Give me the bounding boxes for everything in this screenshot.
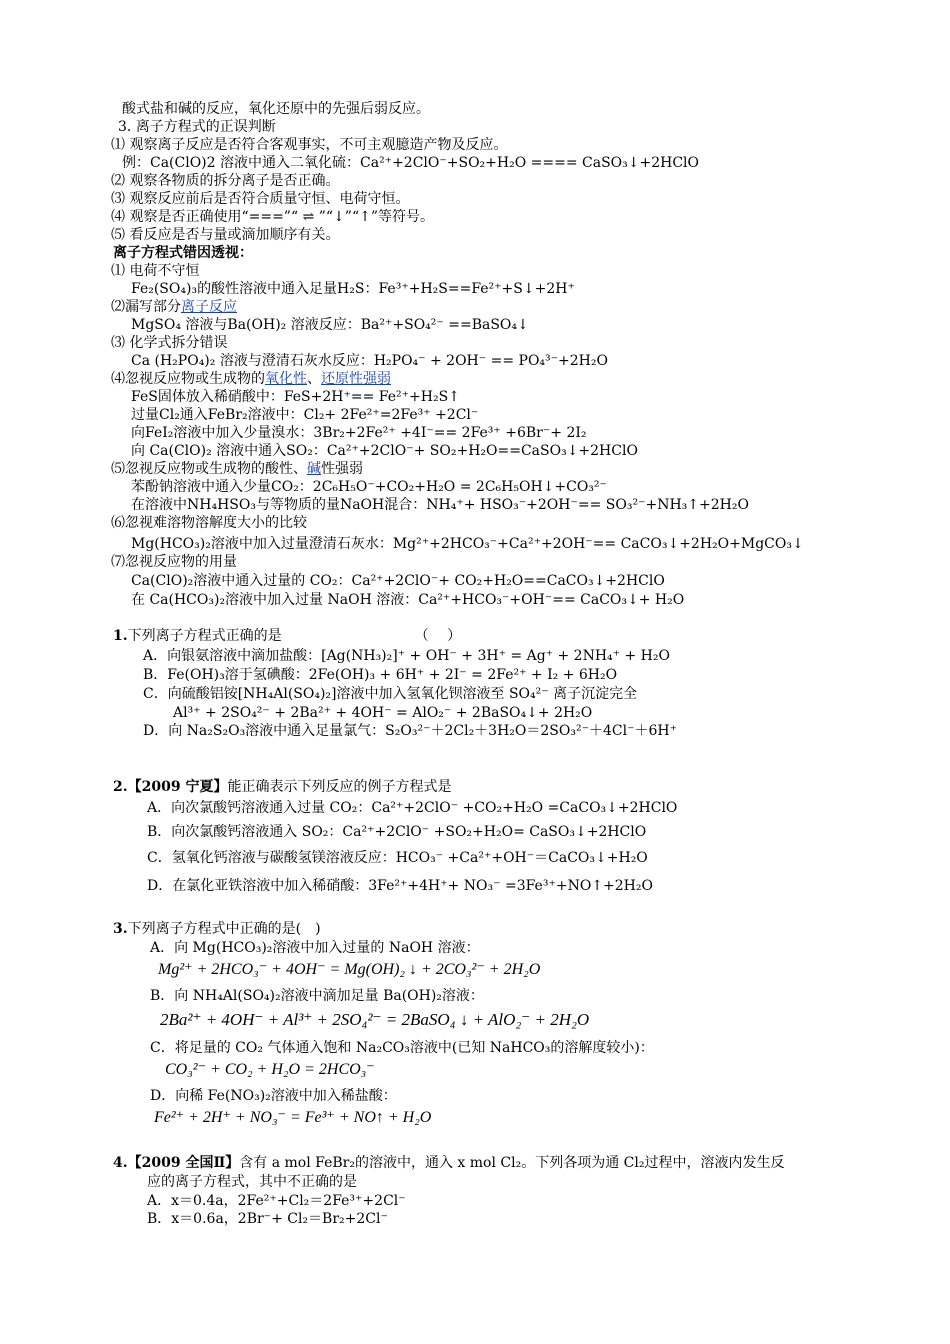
q3-equation-c: CO₃²⁻ + CO₂ + H₂O = 2HCO₃⁻ <box>165 1061 375 1078</box>
q2-option-c: C．氢氧化钙溶液与碳酸氢镁溶液反应：HCO₃⁻ +Ca²⁺+OH⁻＝CaCO₃↓+H₂O <box>147 850 648 866</box>
q1-option-b: B．Fe(OH)₃溶于氢碘酸：2Fe(OH)₃ + 6H⁺ + 2I⁻ = 2Fe²⁺ + I₂ + 6H₂O <box>143 667 618 683</box>
q2-option-a: A．向次氯酸钙溶液通入过量 CO₂：Ca²⁺+2ClO⁻ +CO₂+H₂O =CaCO₃↓+2HClO <box>147 800 678 816</box>
error-example: 向FeI₂溶液中加入少量溴水：3Br₂+2Fe²⁺ +4I⁻== 2Fe³⁺ +6Br⁻+ 2I₂ <box>131 425 587 441</box>
question-stem: 能正确表示下列反应的例子方程式是 <box>227 779 452 795</box>
separator: 、 <box>307 371 321 387</box>
oxidizing-link[interactable]: 氧化性 <box>265 371 307 387</box>
q3-equation-b: 2Ba²⁺ + 4OH⁻ + Al³⁺ + 2SO₄²⁻ = 2BaSO₄ ↓ + AlO₂⁻ + 2H₂O <box>160 1010 590 1029</box>
q2-option-b: B．向次氯酸钙溶液通入 SO₂：Ca²⁺+2ClO⁻ +SO₂+H₂O= CaSO₃↓+2HClO <box>147 824 647 840</box>
error-example: Ca (H₂PO₄)₂ 溶液与澄清石灰水反应：H₂PO₄⁻ + 2OH⁻ == PO₄³⁻+2H₂O <box>131 353 608 369</box>
q3-option-d: D．向稀 Fe(NO₃)₂溶液中加入稀盐酸： <box>150 1088 397 1104</box>
q3-equation-d: Fe²⁺ + 2H⁺ + NO₃⁻ = Fe³⁺ + NO↑ + H₂O <box>154 1109 432 1126</box>
error-example: 在 Ca(HCO₃)₂溶液中加入过量 NaOH 溶液：Ca²⁺+HCO₃⁻+OH⁻== CaCO₃↓+ H₂O <box>131 592 685 608</box>
error-heading-text: ⑵漏写部分 <box>111 299 181 315</box>
question-number: 1. <box>113 628 128 644</box>
errors-title: 离子方程式错因透视： <box>113 245 253 261</box>
error-example: MgSO₄ 溶液与Ba(OH)₂ 溶液反应：Ba²⁺+SO₄²⁻ ==BaSO₄↓ <box>131 317 529 333</box>
error-heading <box>111 370 391 388</box>
question-number: 2. <box>113 779 128 795</box>
ion-reaction-link[interactable]: 离子反应 <box>181 299 237 315</box>
error-heading: ⑴ 电荷不守恒 <box>111 263 200 279</box>
error-heading: ⑶ 化学式拆分错误 <box>111 335 228 351</box>
question-stem: 下列离子方程式中正确的是( ) <box>127 921 321 937</box>
error-example: Fe₂(SO₄)₃的酸性溶液中通入足量H₂S：Fe³⁺+H₂S==Fe²⁺+S↓+2H⁺ <box>131 281 575 297</box>
error-heading: ⑹忽视难溶物溶解度大小的比较 <box>111 515 307 531</box>
error-example: Ca(ClO)₂溶液中通入过量的 CO₂：Ca²⁺+2ClO⁻+ CO₂+H₂O==CaCO₃↓+2HClO <box>131 573 665 589</box>
section3-title: 3. 离子方程式的正误判断 <box>118 119 276 135</box>
section3-item: ⑸ 看反应是否与量或滴加顺序有关。 <box>111 227 340 243</box>
intro-text: 酸式盐和碱的反应，氧化还原中的先强后弱反应。 <box>122 101 430 117</box>
section3-item: ⑷ 观察是否正确使用“===”“ ⇌ ”“↓”“↑”等符号。 <box>111 209 434 225</box>
question-4 <box>113 1154 784 1172</box>
error-heading-text: 性强弱 <box>321 461 363 477</box>
error-example: 过量Cl₂通入FeBr₂溶液中：Cl₂+ 2Fe²⁺=2Fe³⁺ +2Cl⁻ <box>131 407 479 423</box>
error-example: 向 Ca(ClO)₂ 溶液中通入SO₂：Ca²⁺+2ClO⁻+ SO₂+H₂O==CaSO₃↓+2HClO <box>131 443 638 459</box>
q4-option-b: B．x＝0.6a，2Br⁻+ Cl₂＝Br₂+2Cl⁻ <box>147 1211 388 1227</box>
question-stem: 含有 a mol FeBr₂的溶液中，通入 x mol Cl₂。下列各项为通 Cl₂过程中，溶液内发生反 <box>239 1155 785 1171</box>
q1-option-a: A．向银氨溶液中滴加盐酸：[Ag(NH₃)₂]⁺ + OH⁻ + 3H⁺ = Ag⁺ + 2NH₄⁺ + H₂O <box>143 648 670 664</box>
q3-option-c: C．将足量的 CO₂ 气体通入饱和 Na₂CO₃溶液中(已知 NaHCO₃的溶解度较小)： <box>150 1040 654 1056</box>
error-example: Mg(HCO₃)₂溶液中加入过量澄清石灰水：Mg²⁺+2HCO₃⁻+Ca²⁺+2OH⁻== CaCO₃↓+2H₂O+MgCO₃↓ <box>131 536 804 552</box>
error-heading: ⑺忽视反应物的用量 <box>111 554 237 570</box>
error-heading-text: ⑷忽视反应物或生成物的 <box>111 371 265 387</box>
q1-option-d: D．向 Na₂S₂O₃溶液中通入足量氯气：S₂O₃²⁻＋2Cl₂＋3H₂O＝2SO₃²⁻＋4Cl⁻＋6H⁺ <box>143 723 677 739</box>
question-number: 4. <box>113 1155 128 1171</box>
question-source: 【2009 全国Ⅱ】 <box>127 1155 240 1171</box>
q1-option-c-equation: Al³⁺ + 2SO₄²⁻ + 2Ba²⁺ + 4OH⁻ = AlO₂⁻ + 2BaSO₄↓+ 2H₂O <box>173 705 593 721</box>
section3-item: ⑴ 观察离子反应是否符合客观事实，不可主观臆造产物及反应。 <box>111 137 508 153</box>
reducing-link[interactable]: 还原性强弱 <box>321 371 391 387</box>
base-link[interactable]: 碱 <box>307 461 321 477</box>
q1-option-c: C．向硫酸铝铵[NH₄Al(SO₄)₂]溶液中加入氢氧化钡溶液至 SO₄²⁻ 离子沉淀完全 <box>143 686 638 702</box>
q4-option-a: A．x＝0.4a，2Fe²⁺+Cl₂＝2Fe³⁺+2Cl⁻ <box>147 1193 406 1209</box>
question-stem-continued: 应的离子方程式，其中不正确的是 <box>147 1174 357 1190</box>
question-number: 3. <box>113 921 128 937</box>
question-3 <box>113 920 321 938</box>
error-example: FeS固体放入稀硝酸中：FeS+2H⁺== Fe²⁺+H₂S↑ <box>131 389 460 405</box>
error-example: 在溶液中NH₄HSO₃与等物质的量NaOH混合：NH₄⁺+ HSO₃⁻+2OH⁻== SO₃²⁻+NH₃↑+2H₂O <box>131 497 749 513</box>
question-stem: 下列离子方程式正确的是 （ ） <box>127 628 462 644</box>
error-heading-text: ⑸忽视反应物或生成物的酸性、 <box>111 461 307 477</box>
q2-option-d: D．在氯化亚铁溶液中加入稀硝酸：3Fe²⁺+4H⁺+ NO₃⁻ =3Fe³⁺+NO↑+2H₂O <box>147 878 653 894</box>
question-1 <box>113 627 461 645</box>
error-heading <box>111 298 237 316</box>
section3-item: ⑶ 观察反应前后是否符合质量守恒、电荷守恒。 <box>111 191 410 207</box>
question-source: 【2009 宁夏】 <box>127 779 228 795</box>
q3-equation-a: Mg²⁺ + 2HCO₃⁻ + 4OH⁻ = Mg(OH)₂ ↓ + 2CO₃²⁻ + 2H₂O <box>158 961 541 978</box>
section3-example: 例：Ca(ClO)2 溶液中通入二氧化硫：Ca²⁺+2ClO⁻+SO₂+H₂O ==== CaSO₃↓+2HClO <box>122 155 700 171</box>
section3-item: ⑵ 观察各物质的拆分离子是否正确。 <box>111 173 340 189</box>
q3-option-b: B．向 NH₄Al(SO₄)₂溶液中滴加足量 Ba(OH)₂溶液： <box>150 988 484 1004</box>
error-heading <box>111 460 363 478</box>
q3-option-a: A．向 Mg(HCO₃)₂溶液中加入过量的 NaOH 溶液： <box>150 940 480 956</box>
error-example: 苯酚钠溶液中通入少量CO₂：2C₆H₅O⁻+CO₂+H₂O = 2C₆H₅OH↓+CO₃²⁻ <box>131 479 607 495</box>
question-2 <box>113 778 451 796</box>
